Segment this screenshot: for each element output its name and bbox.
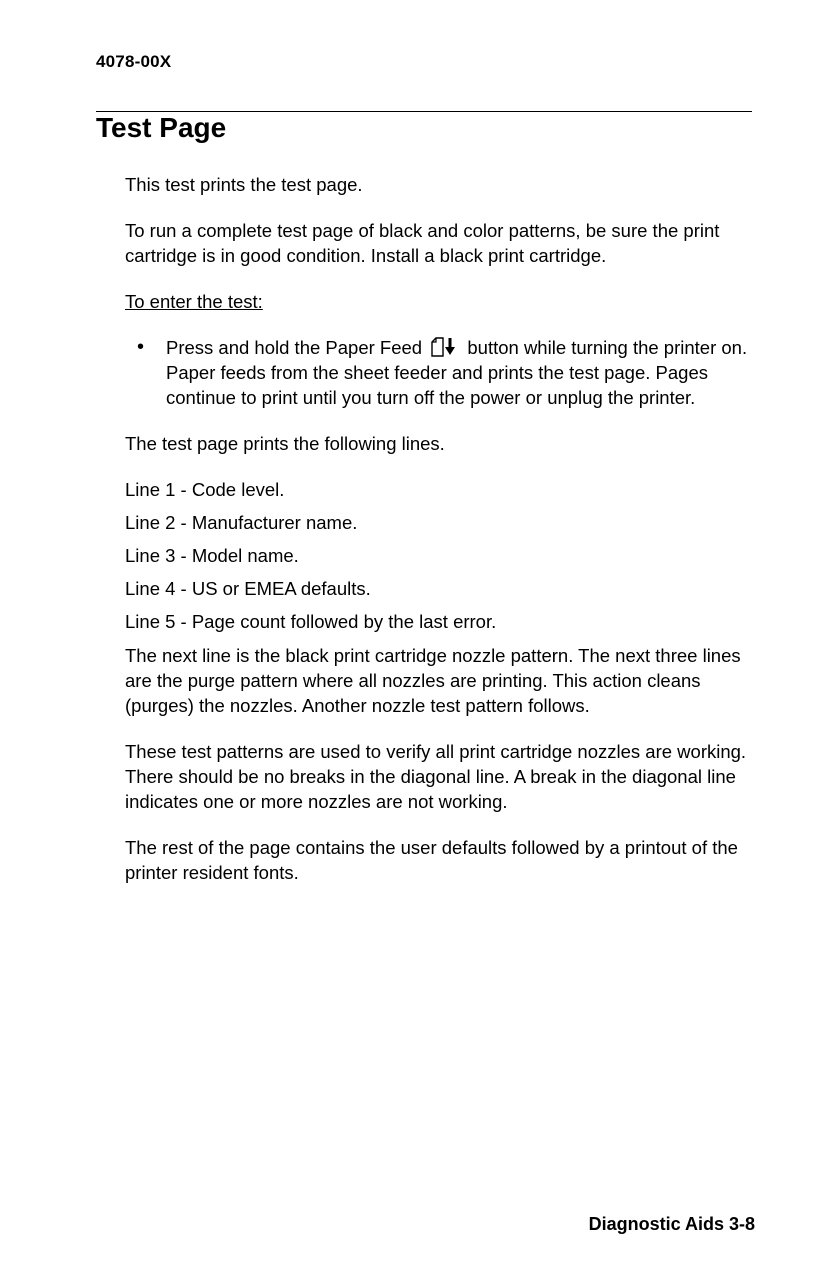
nozzle-paragraph: The next line is the black print cartridge nozzle pattern. The next three lines are the purge pattern where all nozzles are printing. This action cleans (purges) the nozzles. Another nozzle test pattern follows. xyxy=(125,645,741,716)
line-item: Line 2 - Manufacturer name. xyxy=(125,512,358,533)
bullet-item xyxy=(125,335,755,410)
instructions-paragraph: To run a complete test page of black and color patterns, be sure the print cartridge is in good condition. Install a black print cartridge. xyxy=(125,220,720,266)
page-footer: Diagnostic Aids 3-8 xyxy=(588,1214,755,1234)
lines-intro-paragraph: The test page prints the following lines. xyxy=(125,433,445,454)
rest-paragraph: The rest of the page contains the user defaults followed by a printout of the printer resident fonts. xyxy=(125,837,738,883)
line-item: Line 4 - US or EMEA defaults. xyxy=(125,578,371,599)
bullet-text-before: Press and hold the Paper Feed xyxy=(166,337,423,358)
line-item: Line 5 - Page count followed by the last error. xyxy=(125,611,497,632)
enter-test-heading: To enter the test: xyxy=(125,291,263,312)
paper-feed-icon xyxy=(429,337,459,357)
page-header: 4078-00X xyxy=(96,52,172,71)
bullet-dot: • xyxy=(137,336,145,358)
line-item: Line 3 - Model name. xyxy=(125,545,299,566)
page-content xyxy=(125,172,755,885)
section-title: Test Page xyxy=(96,112,227,143)
bullet-text-after: button while turning the printer on. Paper feeds from the sheet feeder and prints the test page. Pages continue to print until you turn off the power or unplug the printer. xyxy=(166,337,748,408)
verify-paragraph: These test patterns are used to verify all print cartridge nozzles are working. There should be no breaks in the diagonal line. A break in the diagonal line indicates one or more nozzles are not working. xyxy=(125,741,747,812)
line-item: Line 1 - Code level. xyxy=(125,479,285,500)
intro-paragraph: This test prints the test page. xyxy=(125,174,363,195)
